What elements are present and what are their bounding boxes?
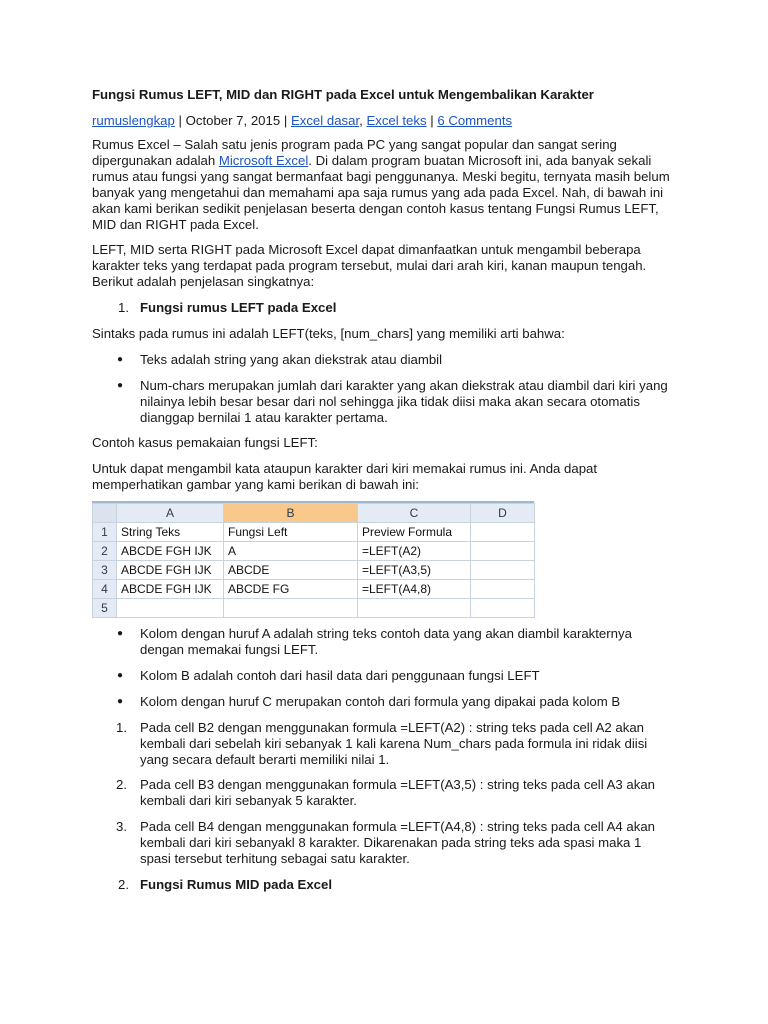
meta-separator: | (174, 113, 186, 128)
example-paragraph: Untuk dapat mengambil kata ataupun karakter dari kiri memakai rumus ini. Anda dapat memperhatikan gambar yang kami berikan di bawah ini: (92, 461, 598, 492)
excel-screenshot (92, 501, 534, 617)
paragraph-left-mid-right: LEFT, MID serta RIGHT pada Microsoft Excel dapat dimanfaatkan untuk mengambil beberapa karakter teks yang terdapat pada program tersebut, mulai dari arah kiri, kanan maupun tengah. Berikut adalah penjelasan singkatnya: (92, 242, 647, 289)
bullet-icon: ● (117, 354, 124, 365)
excel-row-header: 4 (93, 580, 117, 599)
ordered-text: Pada cell B4 dengan menggunakan formula =LEFT(A4,8) : string teks pada cell A4 akan kembali dari kiri sebanyakl 8 karakter. Dikarenakan pada string teks ada spasi maka 1 spasi tersebut terhitung sebagai satu karakter. (140, 819, 655, 866)
section-title: Fungsi Rumus MID pada Excel (140, 877, 332, 892)
excel-cell: Fungsi Left (224, 523, 358, 542)
article-title: Fungsi Rumus LEFT, MID dan RIGHT pada Excel untuk Mengembalikan Karakter (92, 87, 594, 102)
ordered-number: 1. (116, 720, 127, 735)
list-item-text: Kolom dengan huruf A adalah string teks contoh data yang akan diambil karakternya dengan memakai fungsi LEFT. (140, 626, 632, 657)
excel-row-header: 1 (93, 523, 117, 542)
excel-corner (93, 504, 117, 523)
excel-cell: ABCDE (224, 561, 358, 580)
bullet-icon: ● (117, 380, 124, 391)
intro-paragraph (92, 137, 682, 233)
post-date: October 7, 2015 (185, 113, 281, 128)
excel-cell: ABCDE FGH IJK (117, 580, 224, 599)
excel-cell: Preview Formula (358, 523, 471, 542)
table-row (93, 523, 535, 542)
excel-cell: =LEFT(A3,5) (358, 561, 471, 580)
excel-column-header: C (358, 504, 471, 523)
excel-cell (471, 561, 535, 580)
excel-column-header: B (224, 504, 358, 523)
example-heading: Contoh kasus pemakaian fungsi LEFT: (92, 435, 318, 450)
excel-header-row (93, 504, 535, 523)
bullet-icon: ● (117, 628, 124, 639)
excel-cell (224, 599, 358, 618)
excel-cell (117, 599, 224, 618)
excel-column-header: D (471, 504, 535, 523)
excel-cell (471, 580, 535, 599)
excel-column-header: A (117, 504, 224, 523)
article-meta (92, 113, 682, 129)
author-link[interactable]: rumuslengkap (92, 113, 175, 128)
section-title: Fungsi rumus LEFT pada Excel (140, 300, 337, 315)
excel-cell (471, 599, 535, 618)
table-row (93, 561, 535, 580)
bullet-icon: ● (117, 670, 124, 681)
list-item-text: Kolom B adalah contoh dari hasil data dari penggunaan fungsi LEFT (140, 668, 540, 683)
ordered-text: Pada cell B2 dengan menggunakan formula =LEFT(A2) : string teks pada cell A2 akan kembali dari sebelah kiri sebanyak 1 kali karena Num_chars pada formula ini ridak diisi yang secara default berarti memiliki nilai 1. (140, 720, 648, 767)
table-row (93, 580, 535, 599)
excel-cell: ABCDE FGH IJK (117, 561, 224, 580)
section-number: 1. (118, 300, 129, 315)
excel-cell: =LEFT(A4,8) (358, 580, 471, 599)
excel-cell: A (224, 542, 358, 561)
excel-row-header: 3 (93, 561, 117, 580)
excel-cell (471, 523, 535, 542)
section-number: 2. (118, 877, 129, 892)
excel-row-header: 2 (93, 542, 117, 561)
excel-cell: =LEFT(A2) (358, 542, 471, 561)
table-row (93, 542, 535, 561)
table-row (93, 599, 535, 618)
excel-table (92, 503, 535, 618)
excel-cell (471, 542, 535, 561)
list-item-text: Num-chars merupakan jumlah dari karakter yang akan diekstrak atau diambil dari kiri yang nilainya lebih besar besar dari nol sehingga jika tidak diisi maka akan secara otomatis dianggap bernilai 1 atau karakter pertama. (140, 378, 668, 425)
list-item-text: Teks adalah string yang akan diekstrak atau diambil (140, 352, 443, 367)
microsoft-excel-link[interactable]: Microsoft Excel (218, 153, 309, 168)
meta-comma: , (359, 113, 367, 128)
excel-cell: ABCDE FGH IJK (117, 542, 224, 561)
category-link-excel-teks[interactable]: Excel teks (366, 113, 427, 128)
intro-text-before: Rumus Excel – Salah satu jenis program pada PC yang sangat popular dan sangat sering dipergunakan adalah (92, 137, 617, 168)
meta-separator: | (426, 113, 438, 128)
comments-link[interactable]: 6 Comments (437, 113, 513, 128)
excel-cell: String Teks (117, 523, 224, 542)
meta-separator: | (280, 113, 291, 128)
excel-row-header: 5 (93, 599, 117, 618)
ordered-number: 2. (116, 777, 127, 792)
excel-cell (358, 599, 471, 618)
bullet-icon: ● (117, 696, 124, 707)
intro-text-after: . Di dalam program buatan Microsoft ini, ada banyak sekali rumus atau fungsi yang sangat bermanfaat bagi penggunanya. Meski begitu, ternyata masih belum banyak yang mengetahui dan memahami apa saja rumus yang ada pada Excel. Nah, di bawah ini akan kami berikan sedikit penjelasan beserta dengan contoh kasus tentang Fungsi Rumus LEFT, MID dan RIGHT pada Excel. (92, 153, 670, 232)
syntax-paragraph: Sintaks pada rumus ini adalah LEFT(teks, [num_chars] yang memiliki arti bahwa: (92, 326, 565, 341)
list-item-text: Kolom dengan huruf C merupakan contoh dari formula yang dipakai pada kolom B (140, 694, 621, 709)
category-link-excel-dasar[interactable]: Excel dasar (290, 113, 360, 128)
excel-cell: ABCDE FG (224, 580, 358, 599)
ordered-text: Pada cell B3 dengan menggunakan formula =LEFT(A3,5) : string teks pada cell A3 akan kembali dari kiri sebanyak 5 karakter. (140, 777, 655, 808)
ordered-number: 3. (116, 819, 127, 834)
